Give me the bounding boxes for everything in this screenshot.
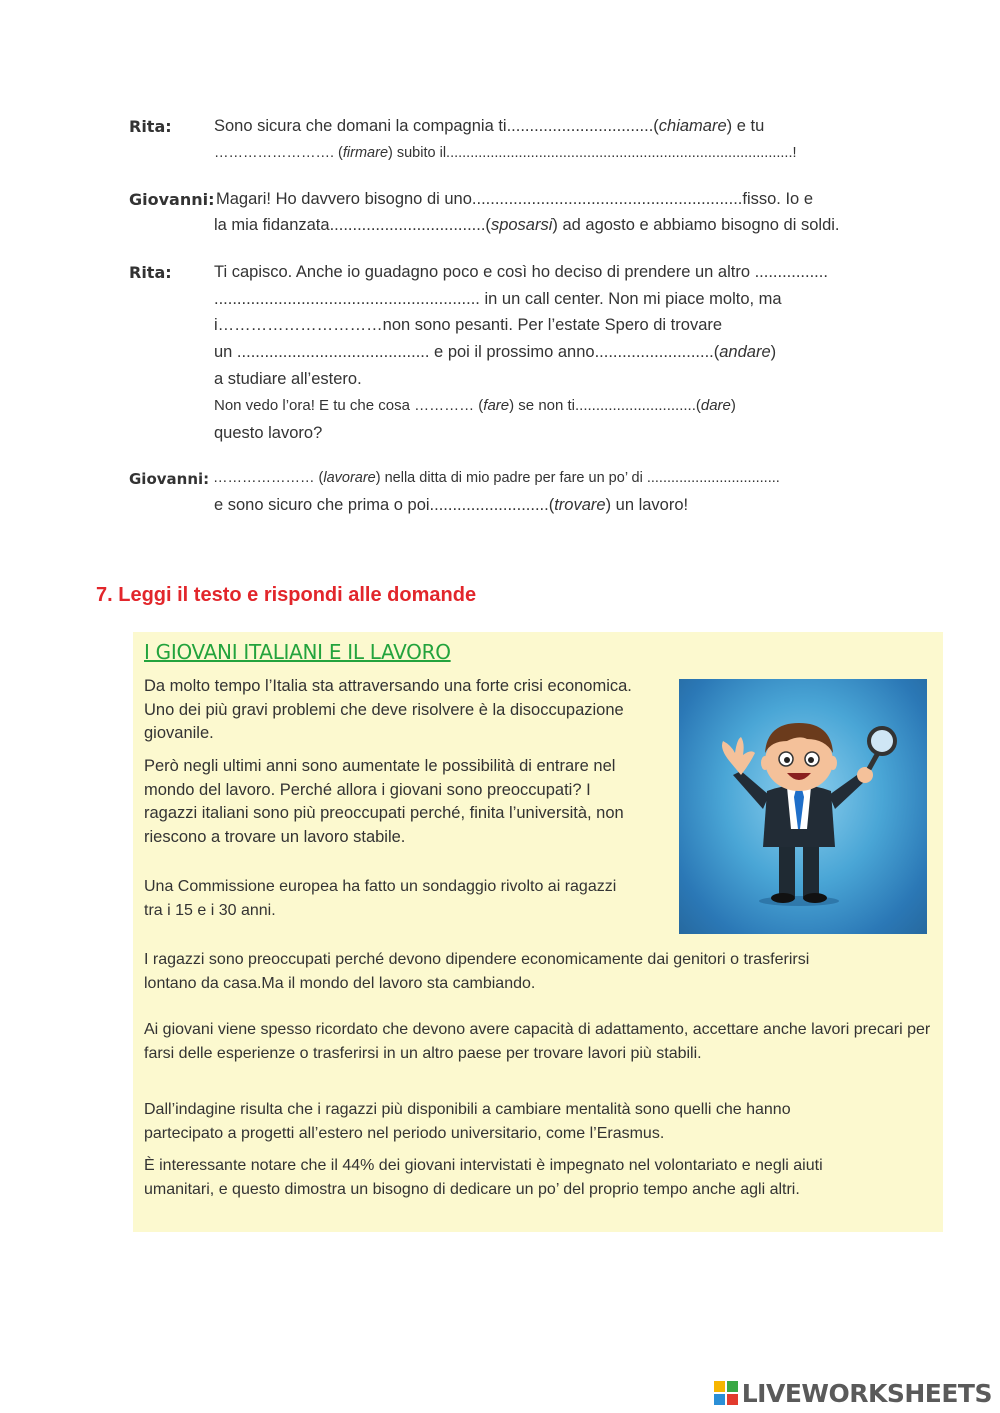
dialogue-line: .......................................................... in un call center. Non mi piace molto, ma <box>214 290 782 308</box>
dialogue-line: Non vedo l’ora! E tu che cosa ………… (fare) se non ti.............................(dare) <box>214 397 736 414</box>
dialogue-line: la mia fidanzata..................................(sposarsi) ad agosto e abbiamo bisogno di soldi. <box>214 216 840 234</box>
dialogue-line: Ti capisco. Anche io guadagno poco e così ho deciso di prendere un altro ................ <box>214 263 828 281</box>
reading-paragraph: Ai giovani viene spesso ricordato che devono avere capacità di adattamento, accettare anche lavori precari per farsi delle esperienze o trasferirsi in un altro paese per trovare lavori più stabili. <box>144 1021 931 1062</box>
section-title: 7. Leggi il testo e rispondi alle domande <box>96 584 477 606</box>
liveworksheets-logo-icon <box>714 1381 738 1405</box>
speaker-label: Giovanni: <box>129 470 210 488</box>
reading-paragraph: I ragazzi sono preoccupati perché devono dipendere economicamente dai genitori o trasferirsi lontano da casa.Ma il mondo del lavoro sta cambiando. <box>144 951 810 992</box>
reading-title: I GIOVANI ITALIANI E IL LAVORO <box>144 640 451 664</box>
speaker-label: Giovanni: <box>129 190 215 209</box>
footer-brand-text: LIVEWORKSHEETS <box>741 1378 992 1408</box>
reading-paragraph: È interessante notare che il 44% dei giovani intervistati è impegnato nel volontariato e negli aiuti umanitari, e questo dimostra un bisogno di dedicare un po’ del proprio tempo anche agli altri. <box>144 1157 823 1198</box>
reading-box <box>133 632 943 1232</box>
reading-paragraph: Da molto tempo l’Italia sta attraversando una forte crisi economica. Uno dei più gravi problemi che deve risolvere è la disoccupazione giovanile. <box>144 677 632 742</box>
footer-brand <box>714 1378 992 1408</box>
reading-paragraph: Però negli ultimi anni sono aumentate le possibilità di entrare nel mondo del lavoro. Perché allora i giovani sono preoccupati? I ragazzi italiani sono più preoccupati perché, finita l’università, non riescono a trovare un lavoro stabile. <box>144 757 624 846</box>
illustration <box>679 679 927 934</box>
speaker-label: Rita: <box>129 263 172 282</box>
reading-paragraph: Dall’indagine risulta che i ragazzi più disponibili a cambiare mentalità sono quelli che hanno partecipato a progetti all’estero nel periodo universitario, come l’Erasmus. <box>144 1101 791 1142</box>
dialogue-line: a studiare all’estero. <box>214 370 362 388</box>
dialogue-line: un .......................................... e poi il prossimo anno..........................(andare) <box>214 343 777 361</box>
dialogue-line: Magari! Ho davvero bisogno di uno...........................................................fisso. Io e <box>216 190 813 208</box>
dialogue-line: questo lavoro? <box>214 424 323 442</box>
reading-paragraph: Una Commissione europea ha fatto un sondaggio rivolto ai ragazzi tra i 15 e i 30 anni. <box>144 878 617 919</box>
businessman-magnifier-icon <box>679 679 927 934</box>
speaker-label: Rita: <box>129 117 172 136</box>
dialogue-line: ……………………. (firmare) subito il......................................................................................! <box>214 145 797 161</box>
dialogue-line: i…………………………non sono pesanti. Per l’estate Spero di trovare <box>214 316 723 334</box>
dialogue-line: ………………… (lavorare) nella ditta di mio padre per fare un po’ di ................................. <box>213 470 780 486</box>
dialogue-line: e sono sicuro che prima o poi..........................(trovare) un lavoro! <box>214 496 689 514</box>
dialogue-line: Sono sicura che domani la compagnia ti................................(chiamare) e tu <box>214 117 765 135</box>
